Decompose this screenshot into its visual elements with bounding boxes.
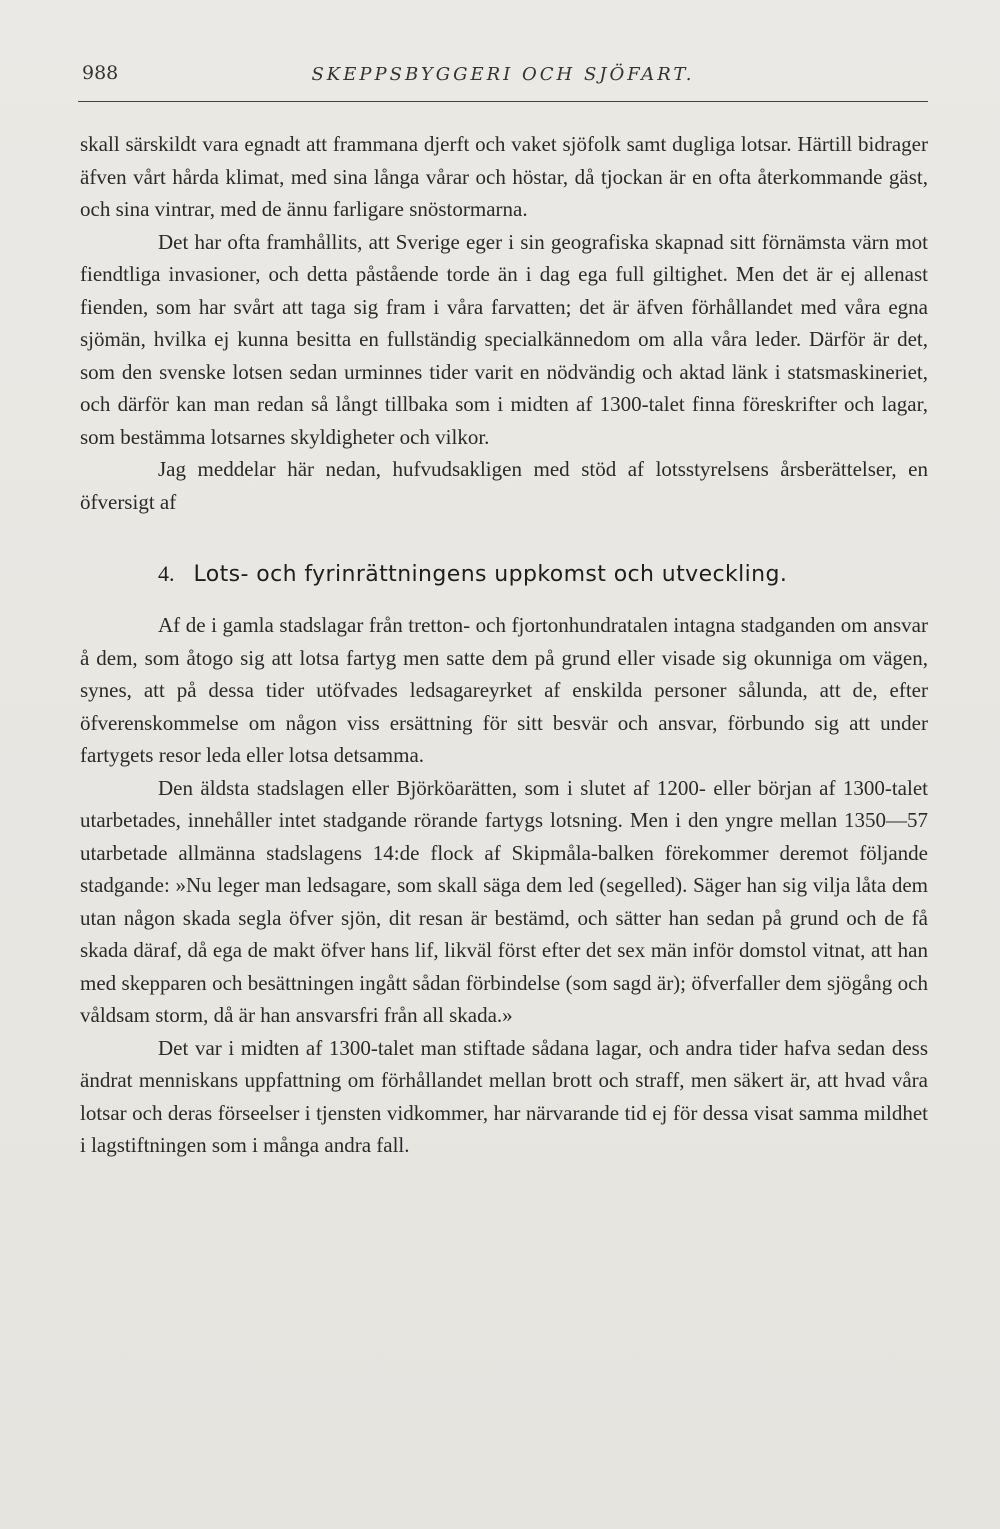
- section-heading: [80, 558, 928, 591]
- body-text: [80, 128, 928, 1162]
- section-number: 4.: [158, 561, 175, 586]
- page-number: 988: [82, 62, 119, 84]
- paragraph: Den äldsta stadslagen eller Björköarätten, som i slutet af 1200- eller början af 1300-talet utarbetades, innehåller intet stadgande rörande fartygs lotsning. Men i den yngre mellan 1350—57 utarbetade allmänna stadslagens 14:de flock af Skipmåla-balken förekommer deremot följande stadgande: »Nu leger man ledsagare, som skall säga dem led (segelled). Säger han sig vilja låta dem utan någon skada segla öfver sjön, dit resan är bestämd, och sätter han sedan på grund och de få skada däraf, då ega de makt öfver hans lif, likväl först efter det sex män inför domstol vitnat, att han med skepparen och besättningen ingått sådan förbindelse (som sagd är); öfverfaller dem sjögång och våldsam storm, då är han ansvarsfri från all skada.»: [80, 775, 928, 1027]
- paragraph: Jag meddelar här nedan, hufvudsakligen med stöd af lotsstyrelsens årsberättelser, en öfversigt af: [80, 457, 928, 514]
- page-header: [78, 62, 928, 92]
- running-title: SKEPPSBYGGERI OCH SJÖFART.: [311, 64, 695, 85]
- paragraph: Af de i gamla stadslagar från tretton- och fjortonhundratalen intagna stadganden om ansvar å dem, som åtogo sig att lotsa fartyg men satte dem på grund eller visade sig okunniga om vägen, synes, att på dessa tider utöfvades ledsagareyrket af enskilda personer sålunda, att de, efter öfverenskommelse om någon viss ersättning för sitt besvär och ansvar, förbundo sig att under fartygets resor leda eller lotsa detsamma.: [80, 613, 928, 767]
- header-rule: [78, 101, 928, 102]
- paragraph: Det har ofta framhållits, att Sverige eger i sin geografiska skapnad sitt förnämsta värn mot fiendtliga invasioner, och detta påstående torde än i dag ega full giltighet. Men det är ej allenast fienden, som har svårt att taga sig fram i våra farvatten; det är äfven förhållandet med våra egna sjömän, hvilka ej kunna besitta en fullständig specialkännedom om alla våra leder. Därför är det, som den svenske lotsen sedan urminnes tider varit en nödvändig och aktad länk i statsmaskineriet, och därför kan man redan så långt tillbaka som i midten af 1300-talet finna föreskrifter och lagar, som bestämma lotsarnes skyldigheter och vilkor.: [80, 229, 928, 449]
- paragraph: skall särskildt vara egnadt att frammana djerft och vaket sjöfolk samt dugliga lotsar. Härtill bidrager äfven vårt hårda klimat, med sina långa vårar och höstar, då tjockan är en ofta återkommande gäst, och sina vintrar, med de ännu farligare snöstormarna.: [80, 132, 928, 221]
- section-title: Lots- och fyrinrättningens uppkomst och utveckling.: [193, 562, 788, 587]
- paragraph: Det var i midten af 1300-talet man stiftade sådana lagar, och andra tider hafva sedan dess ändrat menniskans uppfattning om förhållandet mellan brott och straff, men säkert är, att hvad våra lotsar och deras förseelser i tjensten vidkommer, har närvarande tid ej för dessa visat samma mildhet i lagstiftningen som i många andra fall.: [80, 1035, 928, 1157]
